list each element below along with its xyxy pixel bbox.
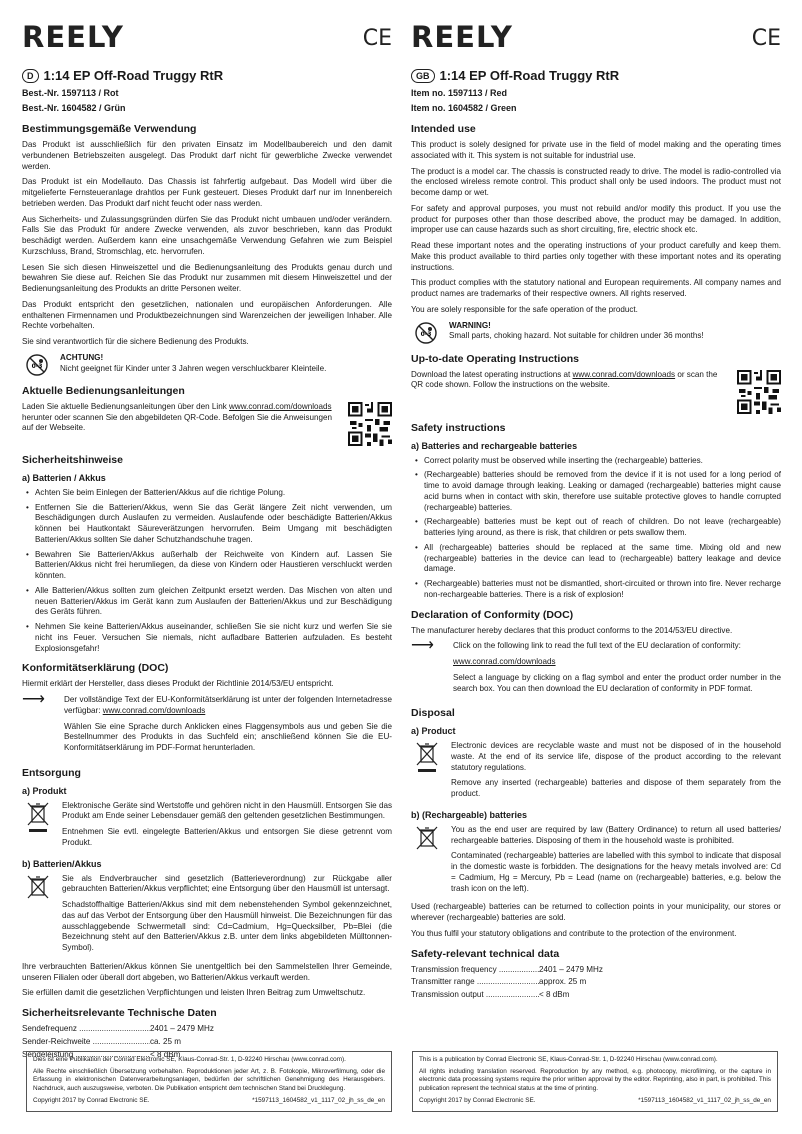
paragraph: Das Produkt entspricht den gesetzlichen, nationalen und europäischen Anforderungen. Alle enthaltenen Firmennamen und Produktbezeichnungen sind Warenzeichen der jeweiligen Inhaber. Alle Rechte vorbehalten. [22,299,392,331]
batteries-subheading: a) Batteries and rechargeable batteries [411,440,578,451]
tech-row [22,1037,392,1048]
footer-rights: Alle Rechte einschließlich Übersetzung vorbehalten. Reproduktionen jeder Art, z. B. Fotokopie, Mikroverfilmung, oder die Erfassung in elektronischen Datenverarbeitungsanlagen, bedürfen der schriftlichen Genehmigung des Herausgebers. Nachdruck, auch auszugsweise, verboten. Die Publikation entspricht dem technischen Stand bei Drucklegung. [33,1067,385,1092]
arrow-right-icon: ⟶ [22,691,45,708]
tech-label: Sender-Reichweite ..... [22,1037,150,1048]
tech-data-heading: Safety-relevant technical data [411,947,560,960]
paragraph: This product is solely designed for private use in the field of model making and the operating times associated with it. This system is not suitable for industrial use. [411,140,781,160]
disposal-heading: Disposal [411,707,455,720]
list-item: • (Rechargeable) batteries must be kept out of reach of children. Do not leave (rechargeable) batteries lying around, as there is risk, that children or pets swallow them. [419,517,781,539]
list-item: • Correct polarity must be observed while inserting the (rechargeable) batteries. [419,456,781,467]
paragraph: Select a language by clicking on a flag symbol and enter the product order number in the search box. You can then download the EU declaration of conformity in PDF format. [453,672,781,693]
ce-mark-icon: CE [362,26,392,51]
list-item: • Entfernen Sie die Batterien/Akkus, wenn Sie das Gerät längere Zeit nicht verwenden, um Beschädigungen durch Auslaufen zu vermeiden. Auslaufende oder beschädigte Batterien/Akkus können bei Hautkontakt Säureverätzungen hervorrufen. Beim Umgang mit beschädigten Batterien/Akkus sollten Sie daher Schutzhandschuhe tragen. [30,503,392,546]
tech-row [22,1024,392,1035]
tech-label: Transmission output ..... [411,990,539,1001]
instructions-text: Download the latest operating instructions at [411,369,573,379]
brand-header [22,20,392,54]
tech-row [411,965,781,976]
english-column [411,20,781,1003]
battery-disposal-block [22,874,392,959]
paragraph: You are solely responsible for the safe operation of the product. [411,304,638,314]
intended-use-heading: Intended use [411,123,476,136]
warning-block [22,353,392,379]
svg-text:0-3: 0-3 [31,362,43,370]
paragraph: Electronic devices are recyclable waste and must not be disposed of in the household waste. At the end of its service life, dispose of the product according to the relevant statutory regulations. [451,741,781,772]
paragraph: Elektronische Geräte sind Wertstoffe und gehören nicht in den Hausmüll. Entsorgen Sie das Produkt am Ende seiner Lebensdauer gemäß den geltenden gesetzlichen Bestimmungen. [62,800,392,821]
paragraph: Entnehmen Sie evtl. eingelegte Batterien/Akkus und entsorgen Sie diese getrennt vom Produkt. [62,827,392,847]
tech-value: 2401 – 2479 MHz [150,1024,214,1034]
paragraph: Aus Sicherheits- und Zulassungsgründen dürfen Sie das Produkt nicht umbauen und/oder verändern. Falls Sie das Produkt für andere Zwecke verwenden, als zuvor beschrieben, kann das Produkt beschädigt werden. Außerdem kann eine unsachgemäße Verwendung Gefahren wie zum Beispiel Kurzschluss, Brand, Stromschlag, etc. hervorrufen. [22,214,392,256]
conformity-link[interactable]: www.conrad.com/downloads [453,657,556,666]
title-row [411,67,781,84]
warning-title: ACHTUNG! [60,352,104,362]
language-badge: GB [411,69,435,83]
footer-rights: All rights including translation reserved. Reproduction by any method, e.g. photocopy, microfilming, or the capture in electronic data processing systems require the prior written approval by the editor. Reprinting, also in part, is prohibited. This publication represent the technical status at the time of printing. [419,1067,771,1092]
crossed-bin-icon [415,825,439,851]
paragraph: Hiermit erklärt der Hersteller, dass dieses Produkt der Richtlinie 2014/53/EU entspricht. [22,679,334,689]
product-disposal-block [411,741,781,805]
instructions-text: herunter oder scannen Sie den abgebildeten QR-Code. Befolgen Sie die Anweisungen auf der Webseite. [22,412,333,433]
paragraph: Wählen Sie eine Sprache durch Anklicken eines Flaggensymbols aus und geben Sie die Bestellnummer des Produkts in das Suchfeld ein; anschließend können Sie die EU-Konformitätserklärung im PDF-Format herunterladen. [64,721,392,752]
conformity-arrow-block [411,637,781,699]
conformity-heading: Konformitätserklärung (DOC) [22,662,169,675]
tech-row [411,977,781,988]
age-warning-icon [411,321,441,347]
paragraph: Ihre verbrauchten Batterien/Akkus können Sie unentgeltlich bei den Sammelstellen Ihrer Gemeinde, unseren Filialen oder überall dort abgeben, wo Batterien/Akkus verkauft werden. [22,961,392,982]
paragraph: Click on the following link to read the full text of the EU declaration of conformity: [453,641,741,651]
reely-logo: REELY [22,20,124,54]
safety-heading: Safety instructions [411,421,506,434]
downloads-link[interactable]: www.conrad.com/downloads [229,401,332,411]
list-item: • All (rechargeable) batteries should be replaced at the same time. Mixing old and new (rechargeable) batteries in the device can lead to (rechargeable) battery leakage and device damage. [419,543,781,575]
publisher-footer-de [26,1051,392,1112]
paragraph: You thus fulfil your statutory obligations and contribute to the protection of the environment. [411,928,737,938]
paragraph: This product complies with the statutory national and European requirements. All company names and product names are trademarks of their respective owners. All rights reserved. [411,278,781,299]
bin-bar-icon [29,829,47,832]
list-item: • Alle Batterien/Akkus sollten zum gleichen Zeitpunkt ersetzt werden. Das Mischen von alten und neuen Batterien/Akkus im Gerät kann zum Auslaufen der Batterien/Akkus und zur Beschädigung des Geräts führen. [30,586,392,618]
paragraph: Contaminated (rechargeable) batteries are labelled with this symbol to indicate that disposal in the domestic waste is forbidden. The designations for the heavy metals involved are: Cd = Cadmium, Hg = Mercury, Pb = Lead (name on (rechargeable) batteries, e.g. below the trash icon on the left). [451,851,781,893]
paragraph: You as the end user are required by law (Battery Ordinance) to return all used batteries/ rechargeable batteries. Disposing of them in the household waste is prohibited. [451,824,781,845]
paragraph: Read these important notes and the operating instructions of your product carefully and keep them. Make this product available to third parties only together with these important notes and its operating instructions. [411,241,781,272]
safety-heading: Sicherheitshinweise [22,453,123,466]
paragraph: Schadstoffhaltige Batterien/Akkus sind mit dem nebenstehenden Symbol gekennzeichnet, das auf das Verbot der Entsorgung über den Hausmüll hinweist. Die Bezeichnungen für das ausschlaggebende Schwermetall sind: Cd=Cadmium, Hg=Quecksilber, Pb=Blei (die Bezeichnung steht auf den Batterien/Akkus z.B. unter dem links abgebildeten Mülltonnen-Symbol). [62,900,392,953]
paragraph: The product is a model car. The chassis is constructed ready to drive. The model is radio-controlled via the enclosed wireless remote control. This product shall only be used indoors. The product must not become damp or wet. [411,166,781,198]
publisher-footer-en [412,1051,778,1112]
item-number-red: Item no. 1597113 / Red [411,88,508,99]
batteries-disposal-subheading: b) Batterien/Akkus [22,858,102,869]
paragraph: Sie erfüllen damit die gesetzlichen Verpflichtungen und leisten Ihren Beitrag zum Umweltschutz. [22,988,366,998]
paragraph: Das Produkt ist ein Modellauto. Das Chassis ist fahrfertig aufgebaut. Das Modell wird über die mitgelieferte Fernsteueranlage drahtlos per Funk gesteuert. Dieses Produkt darf nur im Innenbereich betrieben werden. Das Produkt darf nicht feucht oder nass werden. [22,177,392,208]
tech-value: ca. 25 m [150,1036,182,1046]
qr-code-icon[interactable] [737,370,781,414]
tech-label: Sendeleistung ..... [22,1050,150,1061]
tech-row [411,990,781,1001]
tech-value: approx. 25 m [539,977,587,987]
tech-label: Sendefrequenz ..... [22,1024,150,1035]
svg-text:0-3: 0-3 [420,330,432,338]
crossed-bin-icon [26,801,50,827]
footer-copyright: Copyright 2017 by Conrad Electronic SE. [419,1096,536,1104]
batteries-subheading: a) Batterien / Akkus [22,472,106,483]
product-title: 1:14 EP Off-Road Truggy RtR [439,68,620,83]
crossed-bin-icon [415,741,439,767]
reely-logo: REELY [411,20,513,54]
paragraph: Das Produkt ist ausschließlich für den privaten Einsatz im Modellbaubereich und den damit verbundenen Betriebszeiten ausgelegt. Das Produkt darf nicht für gewerbliche Zwecke verwendet werden. [22,140,392,171]
conformity-heading: Declaration of Conformity (DOC) [411,608,574,621]
conformity-text: Der vollständige Text der EU-Konformitätserklärung ist unter der folgenden Internetadresse verfügbar: [64,695,392,715]
list-item: • Bewahren Sie Batterien/Akkus außerhalb der Reichweite von Kindern auf. Lassen Sie Batterien/Akkus nicht frei herumliegen, da diese von Kindern oder Haustieren verschluckt werden könnten. [30,550,392,582]
warning-text: Nicht geeignet für Kinder unter 3 Jahren wegen verschluckbarer Kleinteile. [60,363,327,373]
downloads-link[interactable]: www.conrad.com/downloads [572,369,676,379]
arrow-right-icon: ⟶ [411,637,434,655]
instructions-text: Laden Sie aktuelle Bedienungsanleitungen über den Link [22,401,230,411]
batteries-disposal-subheading: b) (Rechargeable) batteries [411,809,528,820]
warning-block [411,321,781,347]
list-item: • Nehmen Sie keine Batterien/Akkus auseinander, schließen Sie sie nicht kurz und werfen Sie sie nicht ins Feuer. Versuchen Sie niemals, nicht aufladbare Batterien aufzuladen. Es besteht Explosionsgefahr! [30,622,392,654]
german-column [22,20,392,1062]
crossed-bin-icon [26,874,50,900]
paragraph: For safety and approval purposes, you must not rebuild and/or modify this product. If you use the product for purposes other than those described above, the product may be damaged. In addition, improper use can cause hazards such as short circuiting, fire, electric shock etc. [411,203,781,235]
brand-header [411,20,781,54]
intended-use-heading: Bestimmungsgemäße Verwendung [22,123,197,136]
disposal-heading: Entsorgung [22,766,81,779]
item-number-green: Best.-Nr. 1604582 / Grün [22,103,126,114]
product-title: 1:14 EP Off-Road Truggy RtR [43,68,224,83]
tech-value: < 8 dBm [150,1049,181,1059]
instructions-heading: Aktuelle Bedienungsanleitungen [22,384,185,397]
conformity-arrow-block [22,691,392,759]
tech-value: 2401 – 2479 MHz [539,964,603,974]
ce-mark-icon: CE [751,26,781,51]
bin-bar-icon [418,769,436,772]
tech-value: < 8 dBm [539,990,570,1000]
footer-publisher: Dies ist eine Publikation der Conrad Electronic SE, Klaus-Conrad-Str. 1, D-92240 Hirschau (www.conrad.com). [33,1056,346,1063]
warning-title: WARNING! [449,320,491,330]
paragraph: Sie sind verantwortlich für die sichere Bedienung des Produkts. [22,337,249,347]
list-item: • (Rechargeable) batteries must not be dismantled, short-circuited or thrown into fire. Never recharge non-rechargeable batteries. There is a risk of explosion! [419,579,781,601]
paragraph: Sie als Endverbraucher sind gesetzlich (Batterieverordnung) zur Rückgabe aller gebrauchten Batterien/Akkus verpflichtet; eine Entsorgung über den Hausmüll ist untersagt. [62,873,392,894]
tech-data-heading: Sicherheitsrelevante Technische Daten [22,1007,217,1020]
battery-disposal-block [411,825,781,900]
instructions-heading: Up-to-date Operating Instructions [411,352,579,365]
instructions-block [411,370,781,414]
item-number-green: Item no. 1604582 / Green [411,103,517,114]
tech-label: Transmitter range ..... [411,977,539,988]
warning-text: Small parts, choking hazard. Not suitable for children under 36 months! [449,331,704,341]
conformity-link[interactable]: www.conrad.com/downloads [102,705,206,715]
battery-safety-list [22,488,392,655]
qr-code-icon[interactable] [348,402,392,446]
paragraph: Used (rechargeable) batteries can be returned to collection points in your municipality, our stores or wherever (rechargeable) batteries are sold. [411,902,781,923]
footer-copyright: Copyright 2017 by Conrad Electronic SE. [33,1096,150,1104]
age-warning-icon [22,353,52,379]
footer-publisher: This is a publication by Conrad Electronic SE, Klaus-Conrad-Str. 1, D-92240 Hirschau (www.conrad.com). [419,1056,718,1063]
paragraph: Lesen Sie sich diesen Hinweiszettel und die Bedienungsanleitung des Produkts genau durch und bewahren Sie diese auf. Reichen Sie das Produkt nur zusammen mit diesem Hinweiszettel und der Bedienungsanleitung des Produkts an dritte Personen weiter. [22,262,392,294]
product-subheading: a) Product [411,726,456,737]
list-item: • Achten Sie beim Einlegen der Batterien/Akkus auf die richtige Polung. [30,488,392,499]
paragraph: The manufacturer hereby declares that this product conforms to the 2014/53/EU directive. [411,625,733,635]
language-badge: D [22,69,39,83]
title-row [22,67,392,84]
paragraph: Remove any inserted (rechargeable) batteries and dispose of them separately from the product. [451,778,781,799]
footer-code: *1597113_1604582_v1_1117_02_jh_ss_de_en [252,1096,385,1104]
instructions-block [22,402,392,446]
instructions-text: or scan the QR code shown. Follow the instructions on the website. [411,369,718,390]
tech-label: Transmission frequency ..... [411,965,539,976]
product-disposal-block [22,801,392,854]
item-number-red: Best.-Nr. 1597113 / Rot [22,88,119,99]
footer-code: *1597113_1604582_v1_1117_02_jh_ss_de_en [638,1096,771,1104]
battery-safety-list [411,456,781,601]
list-item: • (Rechargeable) batteries should be removed from the device if it is not used for a long period of time to avoid damage through leaking. Leaking or damaged (rechargeable) batteries might cause acid burns when in contact with skin, therefore use suitable protective gloves to handle corrupted (rechargeable) batteries. [419,470,781,513]
product-subheading: a) Produkt [22,785,67,796]
